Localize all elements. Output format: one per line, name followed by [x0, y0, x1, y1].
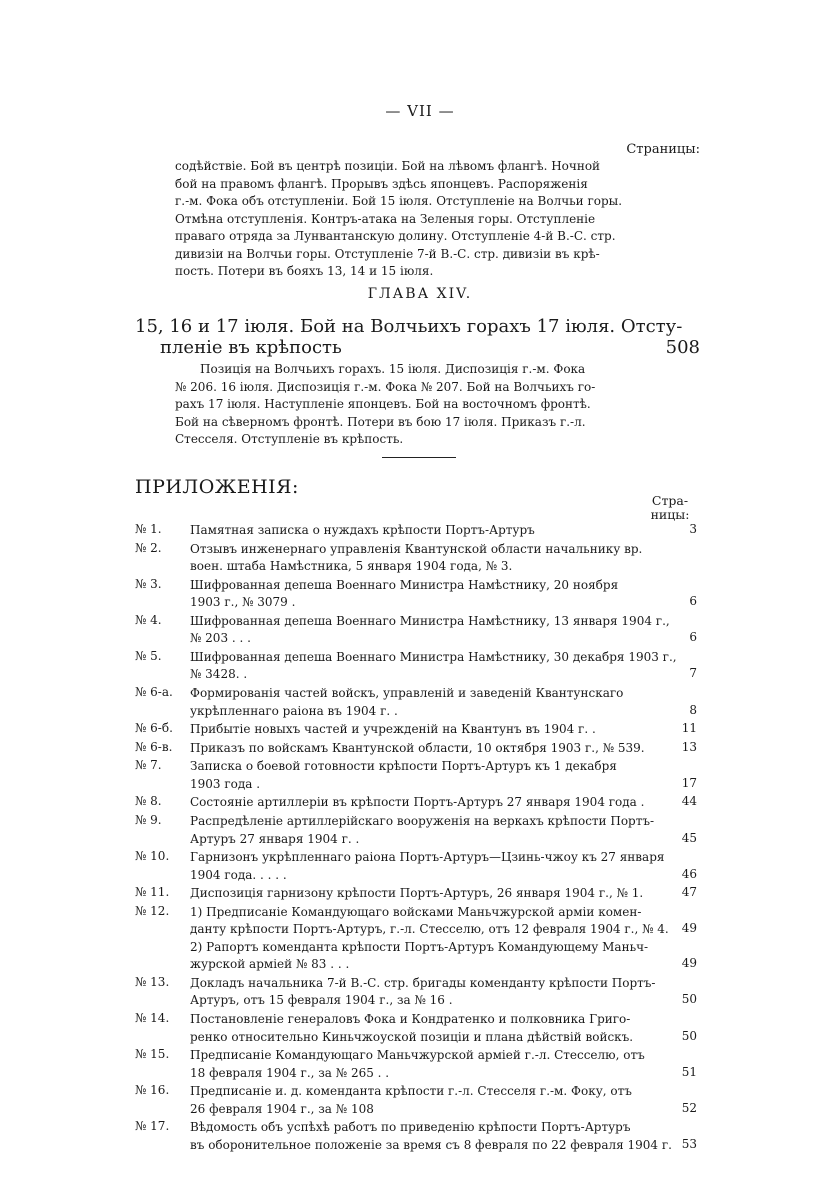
entry-page: 11 — [681, 721, 697, 736]
entry-line: Приказъ по войскамъ Квантунской области, 10 октября 1903 г., № 539. — [190, 740, 645, 755]
entry-line: Гарнизонъ укрѣпленнаго раіона Портъ-Артуръ—Цзинь-чжоу къ 27 января — [190, 850, 665, 865]
chapter-page-number: 508 — [665, 337, 700, 358]
pages-column-label: Страницы: — [626, 142, 700, 157]
entry-text — [190, 813, 655, 848]
entry-line: Предписаніе Командующаго Маньчжурской арміей г.-л. Стесселю, отъ — [190, 1048, 645, 1063]
pages-header-line: Стра- — [651, 493, 689, 508]
continuation-line: праваго отряда за Лунвантанскую долину. Отступленіе 4-й В.-С. стр. — [175, 229, 616, 243]
entry-text — [190, 685, 650, 720]
continuation-line: Отмѣна отступленія. Контръ-атака на Зеленыя горы. Отступленіе — [175, 211, 596, 226]
continuation-line: г.-м. Фока объ отступленіи. Бой 15 іюля. Отступленіе на Волчьи горы. — [175, 194, 623, 208]
summary-line: Позиція на Волчьихъ горахъ. 15 іюля. Диспозиція г.-м. Фока — [200, 362, 586, 376]
entry-number: № 2. — [135, 540, 162, 555]
page-folio: — VII — — [385, 102, 455, 120]
entry-line: 1903 г., № 3079 . — [190, 595, 296, 610]
entry-number: № 6-а. — [135, 685, 173, 699]
entry-line: Шифрованная депеша Военнаго Министра Намѣстнику, 20 ноября — [190, 577, 619, 592]
entry-number: № 9. — [135, 813, 162, 827]
entry-number: № 5. — [135, 648, 162, 663]
entry-text — [190, 740, 650, 758]
entry-text — [190, 1119, 672, 1154]
entry-page: 3 — [689, 522, 697, 536]
entry-text — [190, 758, 650, 793]
entry-number: № 15. — [135, 1047, 170, 1062]
entry-number: № 7. — [135, 758, 162, 773]
entry-number: № 13. — [135, 974, 170, 989]
entry-line: журской арміей № 83 . . . — [190, 957, 350, 972]
entry-text — [190, 975, 656, 1010]
summary-line: Стесселя. Отступленіе въ крѣпость. — [175, 432, 404, 446]
continuation-paragraph — [175, 158, 627, 281]
summary-line: Бой на сѣверномъ фронтѣ. Потери въ бою 17 іюля. Приказъ г.-л. — [175, 414, 586, 429]
entry-text — [190, 721, 650, 739]
entry-line: Формированія частей войскъ, управленій и заведеній Квантунскаго — [190, 686, 624, 700]
entry-line: 1903 года . — [190, 776, 261, 791]
continuation-line: дивизіи на Волчьи горы. Отступленіе 7-й В.-С. стр. дивизіи въ крѣ- — [175, 246, 600, 261]
summary-line: № 206. 16 іюля. Диспозиція г.-м. Фока № 207. Бой на Волчьихъ го- — [175, 379, 596, 394]
entry-line: Распредѣленіе артиллерійскаго вооруженія на веркахъ крѣпости Портъ- — [190, 814, 655, 828]
entry-line: Вѣдомость объ успѣхѣ работъ по приведенію крѣпости Портъ-Артуръ — [190, 1120, 631, 1135]
entry-page: 13 — [681, 739, 697, 754]
entry-text — [190, 649, 677, 684]
entry-page: 46 — [681, 866, 697, 881]
entry-page: 47 — [681, 885, 697, 900]
entry-number: № 14. — [135, 1011, 170, 1025]
entry-line: № 203 . . . — [190, 631, 251, 646]
appendix-title: ПРИЛОЖЕНІЯ: — [135, 476, 299, 498]
entry-line: данту крѣпости Портъ-Артуръ, г.-л. Стесселю, отъ 12 февраля 1904 г., № 4. — [190, 922, 669, 937]
entry-text — [190, 577, 650, 612]
entry-line: Артуръ 27 января 1904 г. . — [190, 831, 360, 846]
entry-text — [190, 522, 650, 540]
entry-page: 50 — [681, 992, 697, 1007]
entry-line: Отзывъ инженернаго управленія Квантунской области начальнику вр. — [190, 541, 643, 556]
entry-line: Докладъ начальника 7-й В.-С. стр. бригады коменданту крѣпости Портъ- — [190, 975, 656, 990]
entry-line: Шифрованная депеша Военнаго Министра Намѣстнику, 13 января 1904 г., — [190, 613, 670, 628]
entry-page: 53 — [681, 1136, 697, 1151]
entry-page: 49 — [681, 921, 697, 936]
entry-text — [190, 1047, 650, 1082]
entry-line: Памятная записка о нуждахъ крѣпости Портъ-Артуръ — [190, 523, 535, 537]
continuation-line: пость. Потери въ бояхъ 13, 14 и 15 іюля. — [175, 264, 434, 278]
entry-page: 6 — [689, 630, 697, 645]
entry-number: № 1. — [135, 522, 162, 536]
entry-line: Шифрованная депеша Военнаго Министра Намѣстнику, 30 декабря 1903 г., — [190, 649, 677, 664]
entry-number: № 6-в. — [135, 739, 173, 754]
chapter-label: ГЛАВА XIV. — [367, 286, 473, 302]
entry-text — [190, 849, 665, 884]
entry-text — [190, 1011, 650, 1046]
entry-page: 49 — [681, 956, 697, 971]
entry-text — [190, 904, 669, 974]
entry-page: 45 — [681, 830, 697, 845]
entry-line: Постановленіе генераловъ Фока и Кондратенко и полковника Григо- — [190, 1012, 631, 1026]
entry-number: № 6-б. — [135, 721, 173, 736]
entry-line: Записка о боевой готовности крѣпости Портъ-Артуръ къ 1 декабря — [190, 759, 617, 774]
entry-line: укрѣпленнаго раіона въ 1904 г. . — [190, 703, 398, 718]
entry-page: 8 — [689, 702, 697, 717]
entry-page: 7 — [689, 666, 697, 681]
entry-line: 2) Рапортъ коменданта крѣпости Портъ-Артуръ Командующему Маньч- — [190, 939, 649, 954]
entry-page: 52 — [681, 1100, 697, 1115]
entry-number: № 10. — [135, 849, 170, 864]
entry-page: 17 — [681, 775, 697, 790]
entry-number: № 17. — [135, 1119, 170, 1134]
continuation-line: бой на правомъ флангѣ. Прорывъ здѣсь японцевъ. Распоряженія — [175, 176, 588, 191]
entry-number: № 16. — [135, 1083, 170, 1098]
section-divider — [382, 457, 456, 458]
entry-line: 1) Предписаніе Командующаго войсками Маньчжурской арміи комен- — [190, 904, 642, 919]
appendix-pages-header — [640, 494, 700, 522]
entry-line: 26 февраля 1904 г., за № 108 — [190, 1101, 374, 1116]
entry-line: 18 февраля 1904 г., за № 265 . . — [190, 1065, 390, 1080]
chapter-summary — [175, 361, 627, 449]
entry-text — [190, 794, 650, 812]
entry-number: № 8. — [135, 794, 162, 809]
chapter-heading-line2: пленіе въ крѣпость — [160, 337, 342, 358]
entry-line: Состояніе артиллеріи въ крѣпости Портъ-Артуръ 27 января 1904 года . — [190, 795, 645, 810]
entry-text — [190, 613, 670, 648]
continuation-line: содѣйствіе. Бой въ центрѣ позиціи. Бой на лѣвомъ флангѣ. Ночной — [175, 159, 601, 173]
entry-line: ренко относительно Киньчжоуской позиціи и плана дѣйствій войскъ. — [190, 1029, 634, 1044]
entry-number: № 4. — [135, 612, 162, 627]
entry-line: воен. штаба Намѣстника, 5 января 1904 года, № 3. — [190, 559, 513, 574]
entry-line: въ оборонительное положеніе за время съ 8 февраля по 22 февраля 1904 г. — [190, 1137, 672, 1152]
entry-page: 6 — [689, 594, 697, 609]
entry-line: Предписаніе и. д. коменданта крѣпости г.-л. Стесселя г.-м. Фоку, отъ — [190, 1084, 632, 1099]
summary-line: рахъ 17 іюля. Наступленіе японцевъ. Бой на восточномъ фронтѣ. — [175, 397, 591, 411]
entry-page: 50 — [681, 1028, 697, 1043]
entry-line: Диспозиція гарнизону крѣпости Портъ-Артуръ, 26 января 1904 г., № 1. — [190, 886, 644, 901]
entry-line: Артуръ, отъ 15 февраля 1904 г., за № 16 . — [190, 993, 453, 1008]
pages-header-line: ницы: — [650, 507, 690, 522]
entry-line: 1904 года. . . . . — [190, 867, 287, 882]
chapter-heading-line1: 15, 16 и 17 іюля. Бой на Волчьихъ горахъ 17 іюля. Отсту- — [135, 316, 683, 337]
entry-text — [190, 541, 650, 576]
entry-page: 44 — [681, 794, 697, 809]
entry-line: Прибытіе новыхъ частей и учрежденій на Квантунъ въ 1904 г. . — [190, 722, 596, 737]
entry-text — [190, 885, 650, 903]
entry-line: № 3428. . — [190, 667, 248, 682]
entry-number: № 12. — [135, 903, 170, 918]
entry-number: № 11. — [135, 885, 170, 900]
entry-number: № 3. — [135, 576, 162, 591]
entry-text — [190, 1083, 650, 1118]
entry-page: 51 — [681, 1064, 697, 1079]
